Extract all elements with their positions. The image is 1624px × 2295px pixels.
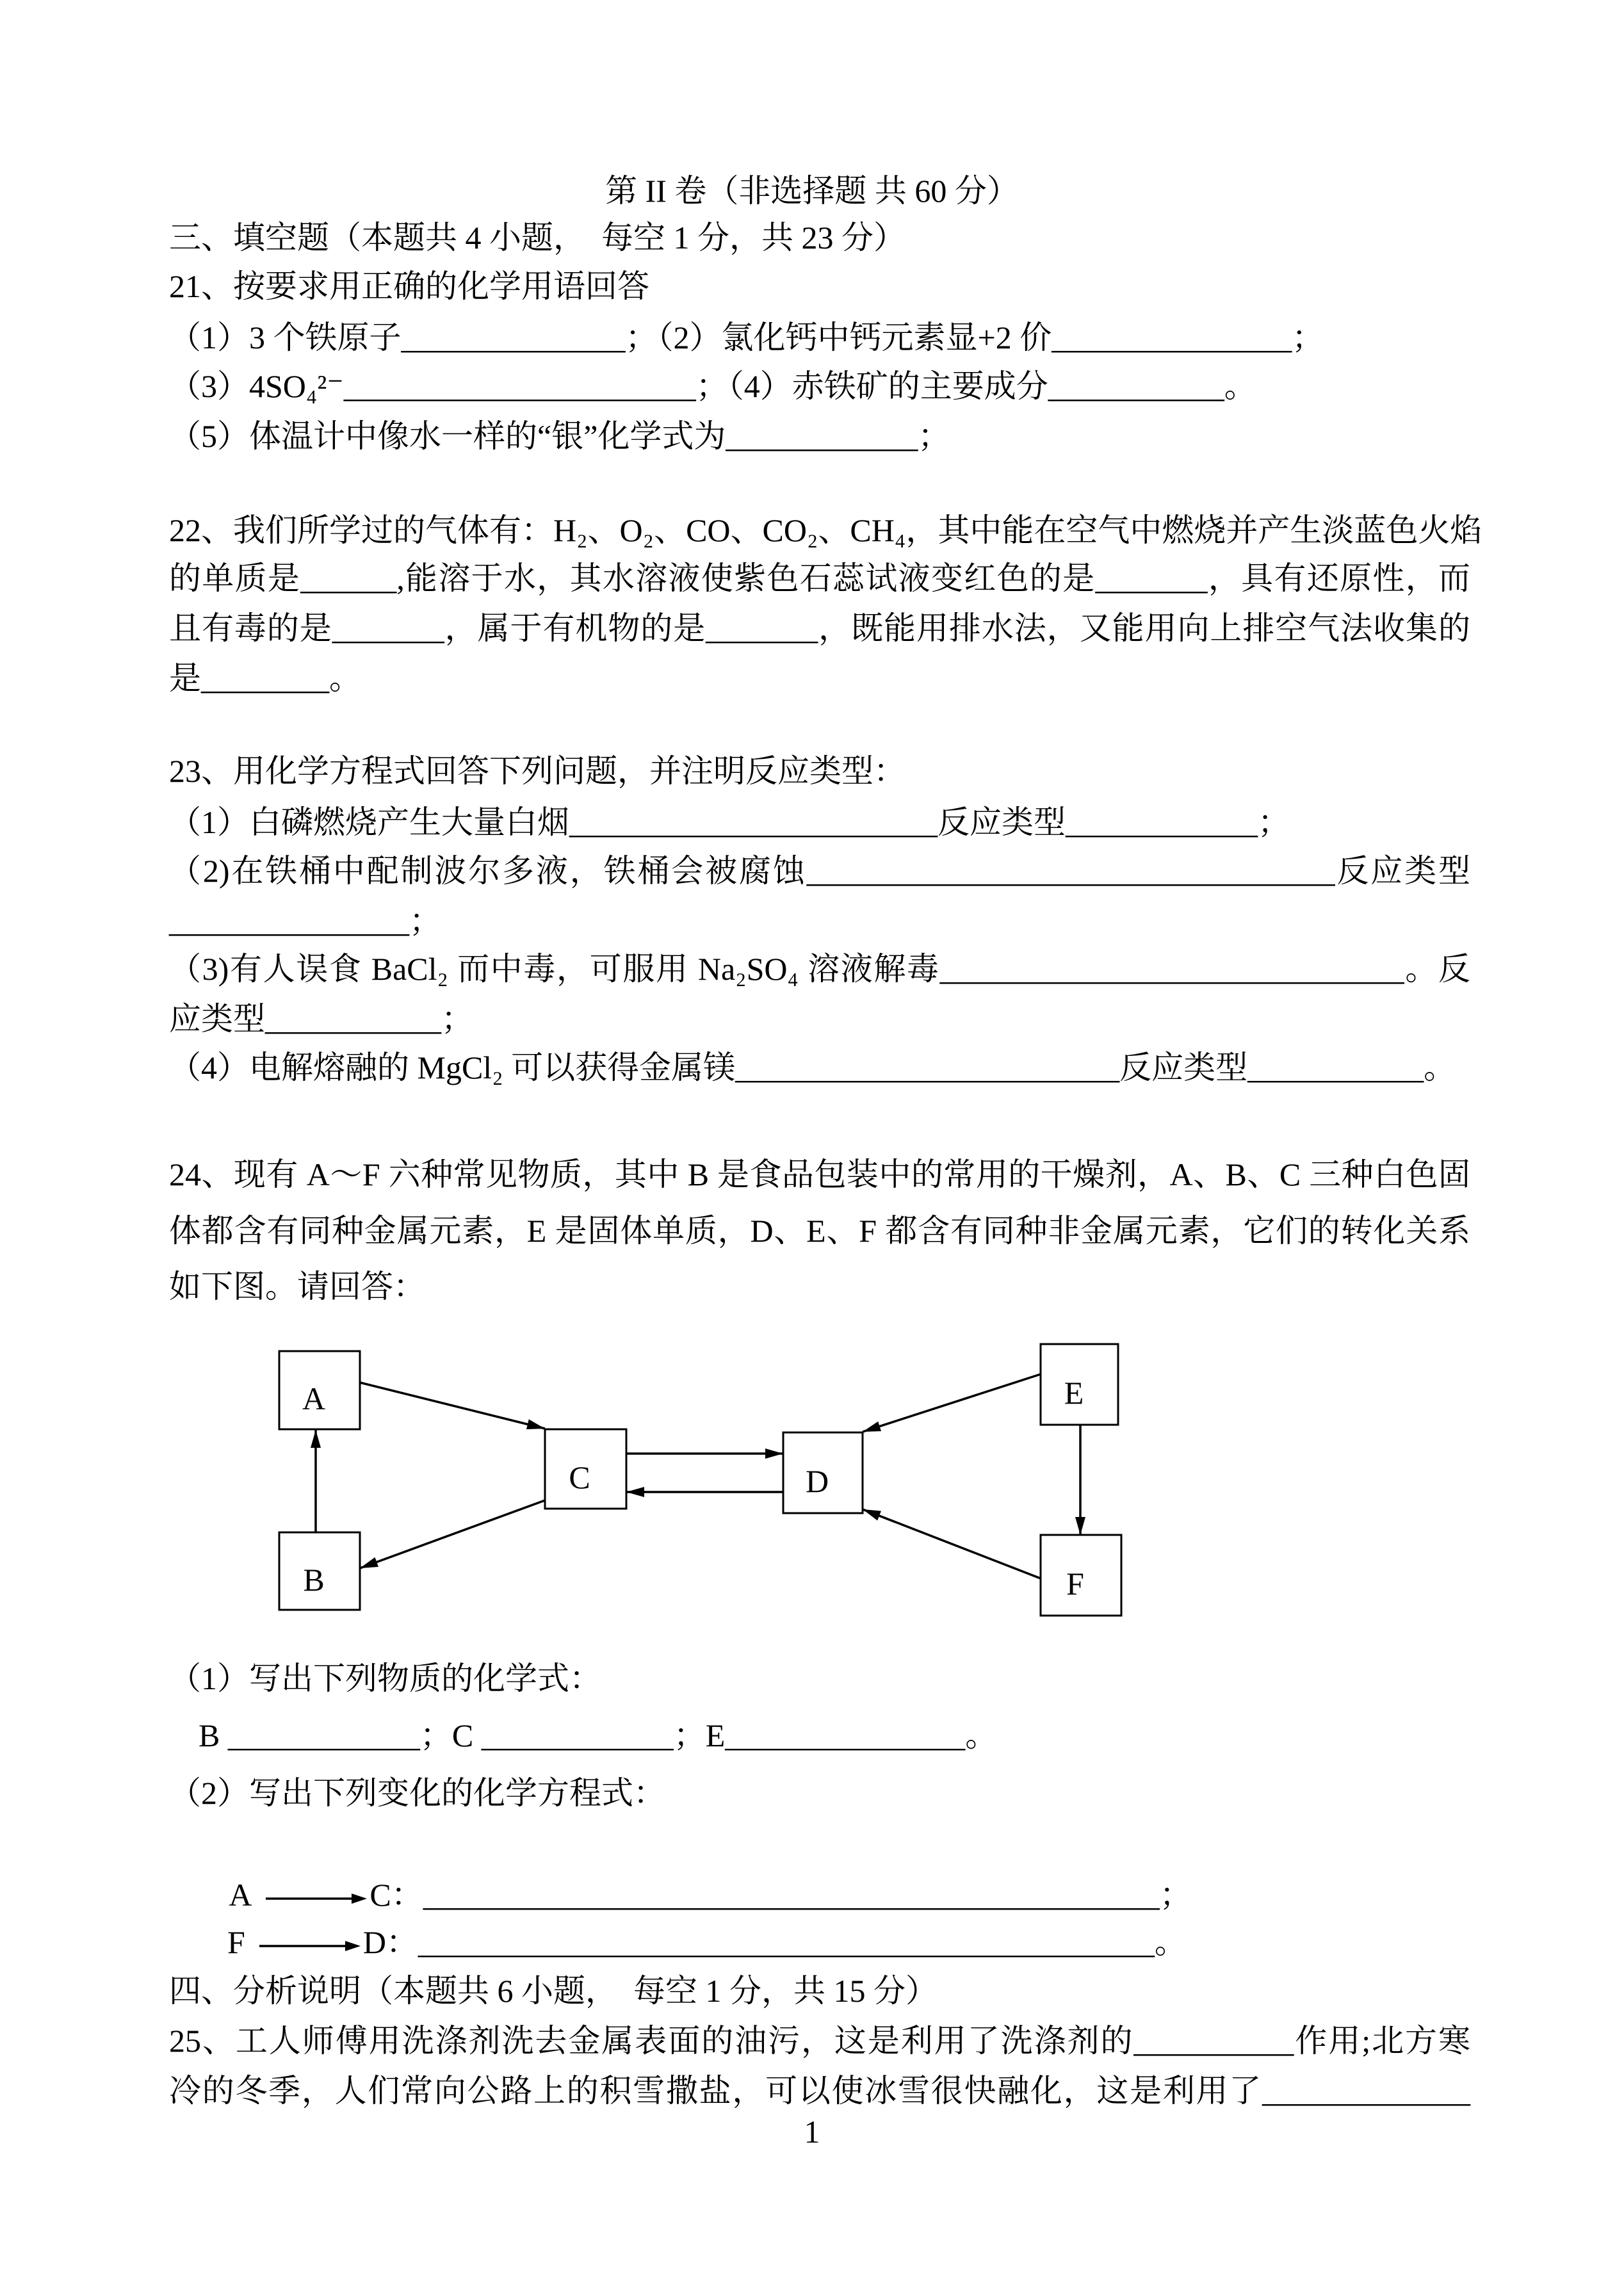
q23-line-6: （4）电解熔融的 MgCl₂ 可以获得金属镁________________________反应类型___________。 <box>169 1050 1456 1085</box>
q25-line-1: 25、工人师傅用洗涤剂洗去金属表面的油污，这是利用了洗涤剂的__________作用;北方寒 <box>169 2023 1470 2059</box>
node-d <box>783 1432 863 1513</box>
q24-sub2: （2）写出下列变化的化学方程式： <box>169 1775 665 1811</box>
q24-equation-1 <box>199 1828 1470 1913</box>
q23-line-4: （3)有人误食 BaCl₂ 而中毒，可服用 Na₂SO₄ 溶液解毒_____________________________。反 <box>169 951 1470 987</box>
arrow-a-to-c <box>360 1383 545 1429</box>
node-f-label: F <box>1066 1566 1084 1602</box>
q24-equation-2 <box>195 1875 1467 1960</box>
q22-line-2: 的单质是______,能溶于水，其水溶液使紫色石蕊试液变红色的是_______，具有还原性，而 <box>169 560 1470 596</box>
node-b <box>279 1532 360 1610</box>
q21-line-3: （5）体温计中像水一样的“银”化学式为____________； <box>169 418 950 454</box>
equation-1-answer: C：______________________________________________； <box>369 1877 1192 1913</box>
q24-line-2: 体都含有同种金属元素，E 是固体单质，D、E、F 都含有同种非金属元素，它们的转化关系 <box>169 1213 1470 1249</box>
node-c-label: C <box>569 1459 590 1495</box>
q23-line-1: （1）白磷燃烧产生大量白烟_______________________反应类型____________； <box>169 804 1290 840</box>
arrow-right-icon <box>259 1938 361 1954</box>
conversion-diagram <box>256 1332 1153 1633</box>
arrow-f-to-d <box>863 1509 1041 1578</box>
part3-heading: 三、填空题（本题共 4 小题， 每空 1 分，共 23 分） <box>169 220 905 255</box>
q24-sub1: （1）写出下列物质的化学式： <box>169 1660 601 1696</box>
arrow-c-to-b <box>360 1500 545 1568</box>
q22-line-3: 且有毒的是_______，属于有机物的是_______，既能用排水法，又能用向上排空气法收集的 <box>169 610 1470 646</box>
equation-2-answer: D：______________________________________________。 <box>362 1924 1187 1960</box>
q25-line-2: 冷的冬季，人们常向公路上的积雪撒盐，可以使冰雪很快融化，这是利用了_____________ <box>169 2073 1470 2109</box>
q23-line-5: 应类型___________； <box>169 1001 473 1037</box>
page-number: 1 <box>804 2114 820 2150</box>
equation-1-reactant: A <box>229 1877 252 1913</box>
diagram-arrows <box>316 1374 1080 1578</box>
q21-stem: 21、按要求用正确的化学用语回答 <box>169 268 649 304</box>
equation-2-reactant: F <box>227 1924 245 1960</box>
q24-formula-line: B ____________；C ____________；E_______________。 <box>199 1717 998 1753</box>
section-title: 第 II 卷（非选择题 共 60 分） <box>605 173 1019 209</box>
q24-line-3: 如下图。请回答： <box>169 1269 425 1304</box>
node-d-label: D <box>805 1463 829 1499</box>
q22-line-4: 是________。 <box>169 660 361 696</box>
q23-line-2: （2)在铁桶中配制波尔多液，铁桶会被腐蚀_________________________________反应类型 <box>169 853 1470 889</box>
node-b-label: B <box>303 1562 325 1598</box>
part4-heading: 四、分析说明（本题共 6 小题， 每空 1 分，共 15 分） <box>169 1973 938 2009</box>
q21-line-1: （1）3 个铁原子______________；（2）氯化钙中钙元素显+2 价_______________； <box>169 320 1324 355</box>
node-a <box>279 1351 360 1429</box>
node-a-label: A <box>302 1381 326 1416</box>
q23-line-3: _______________； <box>169 903 441 939</box>
node-e-label: E <box>1064 1375 1084 1411</box>
q21-line-2: （3）4SO₄²⁻______________________；（4）赤铁矿的主要成分___________。 <box>169 368 1256 404</box>
node-c <box>545 1429 626 1509</box>
node-e <box>1041 1344 1118 1425</box>
q24-line-1: 24、现有 A～F 六种常见物质，其中 B 是食品包装中的常用的干燥剂，A、B、C 三种白色固 <box>169 1156 1470 1192</box>
q22-line-1: 22、我们所学过的气体有：H₂、O₂、CO、CO₂、CH₄，其中能在空气中燃烧并产生淡蓝色火焰 <box>169 512 1482 548</box>
node-f <box>1041 1535 1121 1616</box>
arrow-e-to-d <box>863 1374 1041 1432</box>
q23-stem: 23、用化学方程式回答下列问题，并注明反应类型： <box>169 753 905 789</box>
